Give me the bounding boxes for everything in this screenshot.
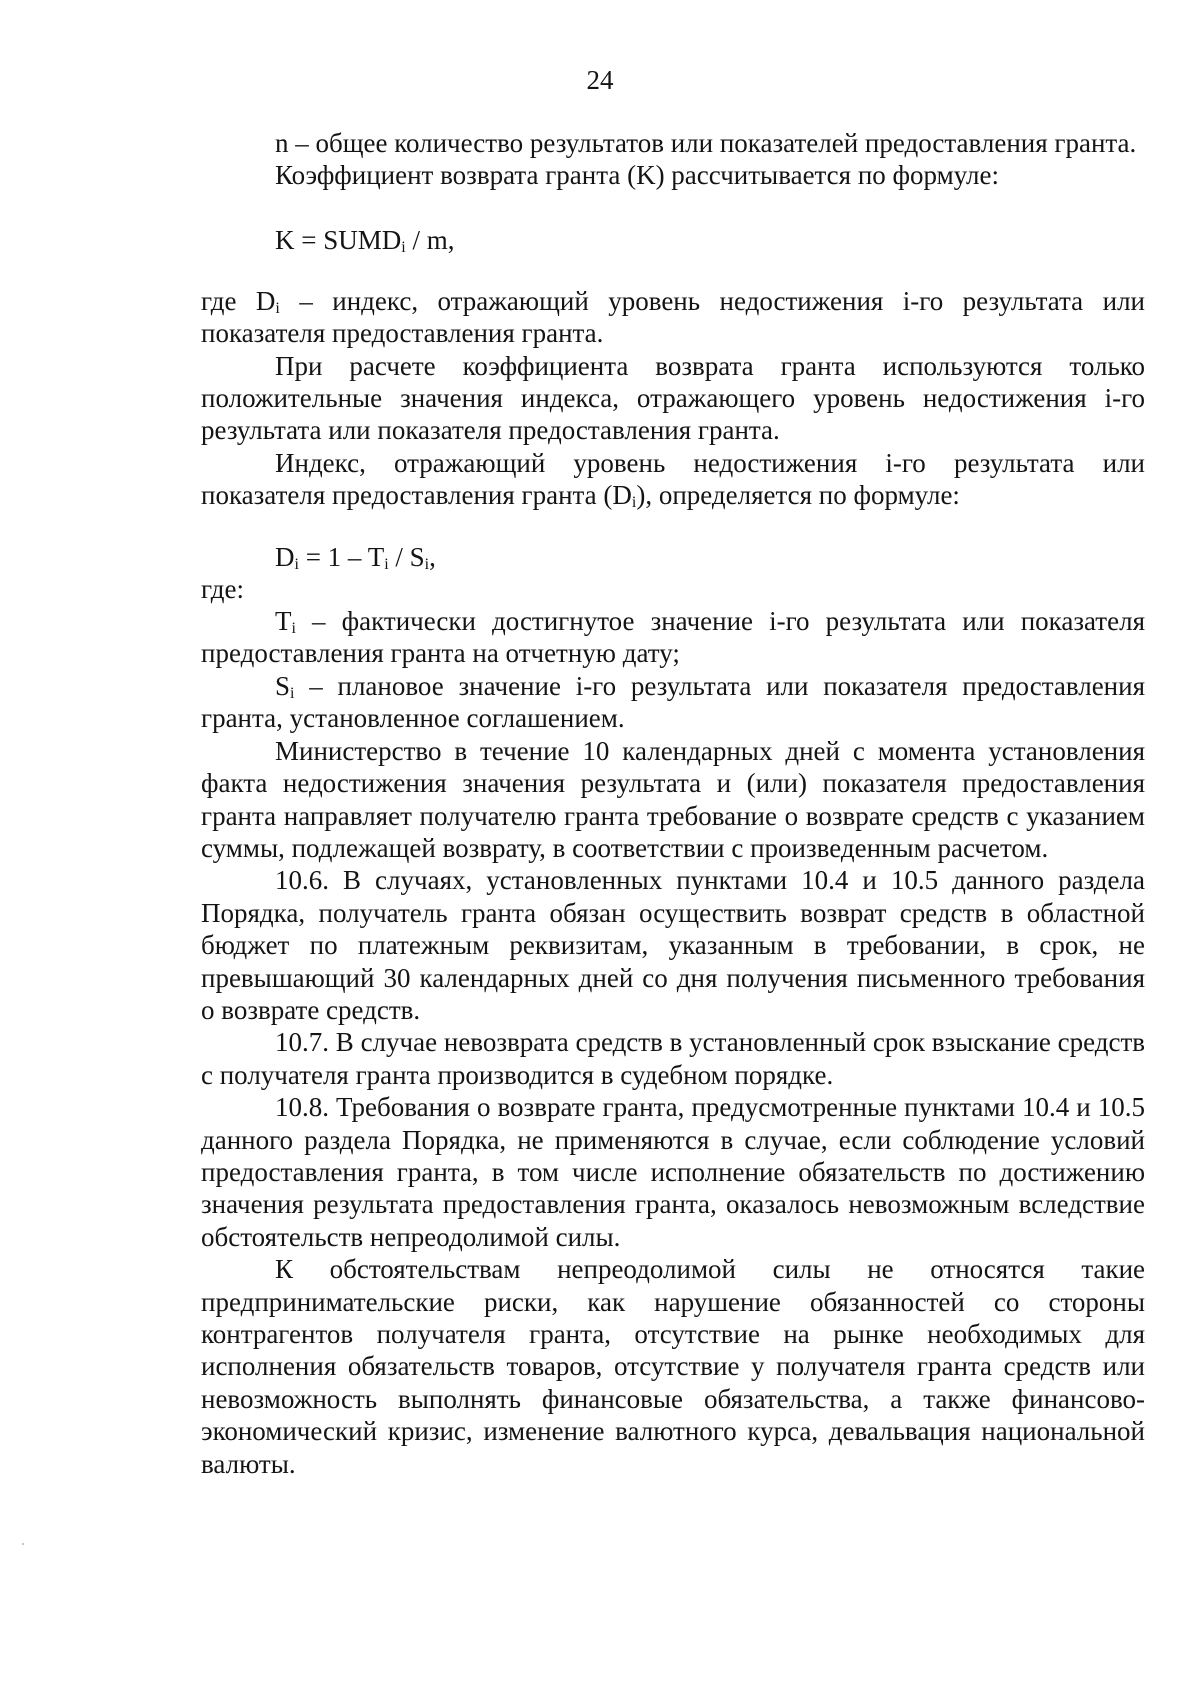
- formula-d-a-subscript: i: [294, 555, 299, 573]
- formula-k-lhs: K = SUMD: [275, 224, 402, 255]
- di-def-subscript: i: [275, 299, 280, 317]
- formula-k-subscript: i: [401, 238, 406, 256]
- ti-pre: T: [275, 606, 292, 637]
- di-intro-post: ), определяется по формуле:: [636, 480, 960, 511]
- paragraph-10-8: 10.8. Требования о возврате гранта, предусмотренные пунктами 10.4 и 10.5 данного раздела Порядка, не применяются в случае, если соблюдение условий предоставления гранта, в том числе исполнение обязательств по достижению значения результата предоставления гранта, оказалось невозможным вследствие обстоятельств непреодолимой силы.: [201, 1092, 1145, 1252]
- formula-k: [201, 224, 1145, 256]
- di-intro-pre: Индекс, отражающий уровень недостижения i-го результата или показателя предоставления гранта (D: [201, 447, 1145, 511]
- scan-speck: [22, 1543, 24, 1545]
- ti-subscript: i: [291, 620, 296, 638]
- paragraph-force-majeure: К обстоятельствам непреодолимой силы не относятся такие предпринимательские риски, как нарушение обязанностей со стороны контрагентов получателя гранта, отсутствие на рынке необходимых для исполнения обязательств товаров, отсутствие у получателя гранта средств или невозможность выполнять финансовые обязательства, а также финансово-экономический кризис, изменение валютного курса, девальвация национальной валюты.: [201, 1254, 1145, 1479]
- formula-d-c-subscript: i: [424, 555, 430, 573]
- formula-d-a: D: [275, 541, 295, 572]
- si-subscript: i: [290, 684, 295, 702]
- formula-d-d: ,: [429, 541, 436, 572]
- si-post: – плановое значение i-го результата или показателя предоставления гранта, установленное соглашением.: [201, 670, 1145, 734]
- paragraph-coefficient-intro: Коэффициент возврата гранта (K) рассчитывается по формуле:: [275, 160, 999, 191]
- formula-d-b: = 1 – T: [298, 541, 385, 572]
- where-label: где:: [201, 573, 244, 604]
- paragraph-positive-values: При расчете коэффициента возврата гранта используются только положительные значения индекса, отражающего уровень недостижения i-го результата или показателя предоставления гранта.: [201, 350, 1145, 446]
- formula-d: [201, 541, 1145, 573]
- formula-d-c: / S: [388, 541, 425, 572]
- di-def-post: – индекс, отражающий уровень недостижения i-го результата или показателя предоставления гранта.: [201, 285, 1145, 349]
- document-body: [201, 127, 1145, 1480]
- paragraph-di-definition: [201, 285, 1145, 350]
- paragraph-si-definition: [201, 670, 1145, 735]
- di-intro-subscript: i: [631, 494, 637, 512]
- paragraph-ti-definition: [201, 605, 1145, 670]
- di-def-pre: где D: [201, 285, 276, 316]
- page-number: 24: [586, 65, 614, 95]
- formula-d-b-subscript: i: [384, 555, 389, 573]
- paragraph-ministry: Министерство в течение 10 календарных дней с момента установления факта недостижения значения результата и (или) показателя предоставления гранта направляет получателю гранта требование о возврате средств с указанием суммы, подлежащей возврату, в соответствии с произведенным расчетом.: [201, 735, 1145, 863]
- paragraph-10-6: 10.6. В случаях, установленных пунктами 10.4 и 10.5 данного раздела Порядка, получатель гранта обязан осуществить возврат средств в областной бюджет по платежным реквизитам, указанным в требовании, в срок, не превышающий 30 календарных дней со дня получения письменного требования о возврате средств.: [201, 865, 1145, 1025]
- paragraph-di-intro: [201, 447, 1145, 512]
- formula-k-rhs: / m,: [405, 224, 455, 255]
- paragraph-n-definition: n – общее количество результатов или показателей предоставления гранта.: [275, 128, 1137, 158]
- si-pre: S: [275, 670, 291, 701]
- paragraph-10-7: 10.7. В случае невозврата средств в установленный срок взыскание средств с получателя гранта производится в судебном порядке.: [201, 1027, 1145, 1090]
- ti-post: – фактически достигнутое значение i-го результата или показателя предоставления гранта на отчетную дату;: [201, 606, 1145, 669]
